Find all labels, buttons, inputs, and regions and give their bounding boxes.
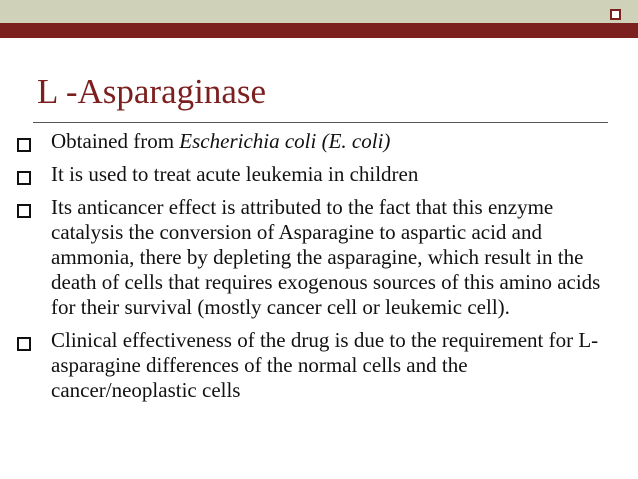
header-bar — [0, 0, 638, 38]
bullet-text: Its anticancer effect is attributed to the fact that this enzyme catalysis the conversion of Asparagine to aspartic acid and ammonia, there by depleting the asparagine, which result in the death of cells that requires exogenous sources of this amino acids for their survival (mostly cancer cell or leukemic cell). — [51, 195, 601, 319]
bullet-item — [0, 328, 638, 403]
checkbox-bullet-icon — [17, 337, 31, 351]
corner-square-icon — [610, 9, 621, 20]
slide-title: L -Asparaginase — [37, 72, 267, 111]
bullet-text: Clinical effectiveness of the drug is due to the requirement for L-asparagine differences of the normal cells and the cancer/neoplastic cells — [51, 328, 599, 402]
title-underline — [33, 122, 608, 123]
bullet-item — [0, 162, 638, 187]
checkbox-bullet-icon — [17, 171, 31, 185]
bullet-text: Obtained from — [51, 129, 180, 153]
checkbox-bullet-icon — [17, 204, 31, 218]
header-band-dark — [0, 23, 638, 38]
header-band-light — [0, 0, 638, 23]
checkbox-bullet-icon — [17, 138, 31, 152]
bullet-list — [0, 129, 638, 411]
bullet-item — [0, 195, 638, 320]
bullet-text: It is used to treat acute leukemia in children — [51, 162, 419, 186]
bullet-text-italic: Escherichia coli (E. coli) — [179, 129, 391, 153]
bullet-item — [0, 129, 638, 154]
